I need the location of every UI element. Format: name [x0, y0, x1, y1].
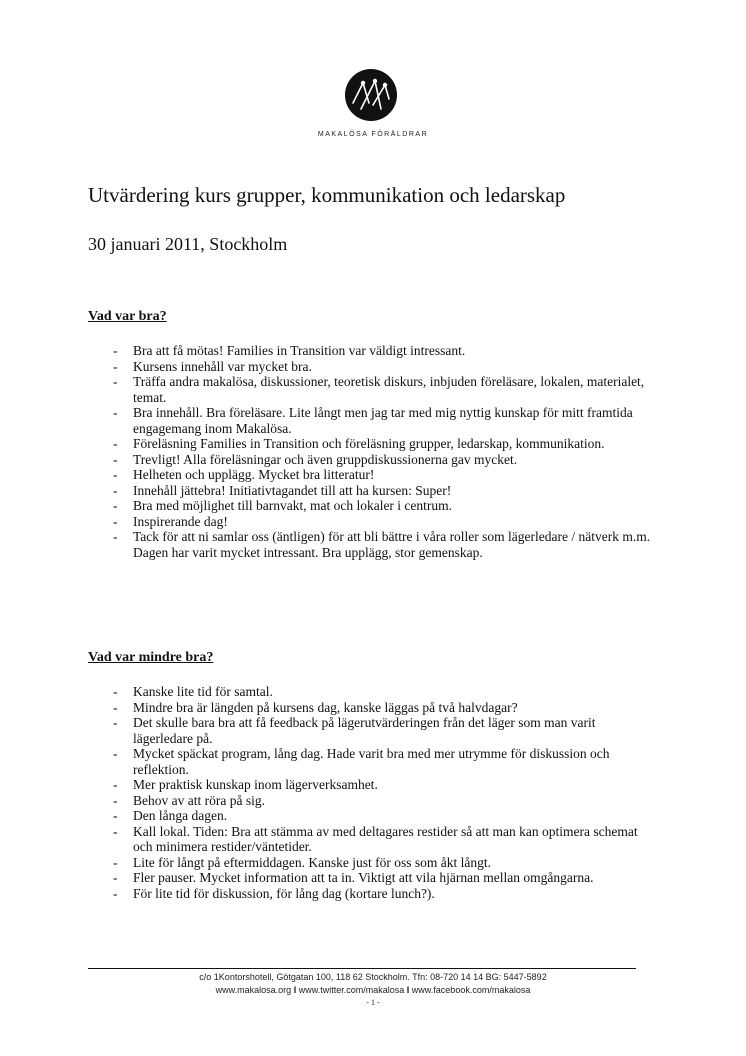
document-subtitle: 30 januari 2011, Stockholm: [88, 234, 288, 254]
footer-link-twitter[interactable]: www.twitter.com/makalosa: [298, 985, 405, 995]
list-item: - Det skulle bara bra att få feedback på lägerutvärderingen från det läger som man varit lägerledare på.: [113, 715, 653, 746]
list-item: - För lite tid för diskussion, för lång dag (kortare lunch?).: [113, 886, 653, 902]
footer-separator: I: [293, 985, 297, 995]
logo-text: MAKALÖSA FÖRÄLDRAR: [317, 131, 429, 138]
makalosa-logo-icon: [345, 69, 397, 121]
footer-links: [0, 984, 746, 996]
section-heading-good: Vad var bra?: [88, 309, 167, 324]
list-item: - Mindre bra är längden på kursens dag, kanske läggas på två halvdagar?: [113, 700, 653, 716]
list-item: - Bra innehåll. Bra föreläsare. Lite långt men jag tar med mig nyttig kunskap för mitt framtida engagemang inom Makalösa.: [113, 405, 653, 436]
footer-address: c/o 1Kontorshotell, Götgatan 100, 118 62 Stockholm. Tfn: 08-720 14 14 BG: 5447-5892: [199, 972, 547, 982]
list-item: - Trevligt! Alla föreläsningar och även gruppdiskussionerna gav mycket.: [113, 452, 653, 468]
less-good-feedback-list: [113, 684, 653, 901]
document-title: Utvärdering kurs grupper, kommunikation och ledarskap: [88, 183, 566, 207]
page-number: - 1 -: [366, 998, 380, 1007]
list-item: - Behov av att röra på sig.: [113, 793, 653, 809]
list-item: - Mer praktisk kunskap inom lägerverksamhet.: [113, 777, 653, 793]
list-item: - Kanske lite tid för samtal.: [113, 684, 653, 700]
footer-link-facebook[interactable]: www.facebook.com/makalosa: [411, 985, 531, 995]
list-item: - Bra att få mötas! Families in Transition var väldigt intressant.: [113, 343, 653, 359]
list-item: - Inspirerande dag!: [113, 514, 653, 530]
list-item: - Kursens innehåll var mycket bra.: [113, 359, 653, 375]
list-item: - Föreläsning Families in Transition och föreläsning grupper, ledarskap, kommunikation.: [113, 436, 653, 452]
list-item: - Helheten och upplägg. Mycket bra litteratur!: [113, 467, 653, 483]
footer-divider: [88, 968, 636, 969]
list-item: - Den långa dagen.: [113, 808, 653, 824]
footer-link-website[interactable]: www.makalosa.org: [215, 985, 292, 995]
list-item: - Innehåll jättebra! Initiativtagandet till att ha kursen: Super!: [113, 483, 653, 499]
list-item: - Lite för långt på eftermiddagen. Kanske just för oss som åkt långt.: [113, 855, 653, 871]
list-item: - Bra med möjlighet till barnvakt, mat och lokaler i centrum.: [113, 498, 653, 514]
list-item: - Tack för att ni samlar oss (äntligen) för att bli bättre i våra roller som lägerledare / nätverk m.m. Dagen har varit mycket intressant. Bra upplägg, stor gemenskap.: [113, 529, 653, 560]
section-heading-less-good: Vad var mindre bra?: [88, 650, 214, 665]
list-item: - Fler pauser. Mycket information att ta in. Viktigt att vila hjärnan mellan omgångarna.: [113, 870, 653, 886]
list-item: - Mycket späckat program, lång dag. Hade varit bra med mer utrymme för diskussion och reflektion.: [113, 746, 653, 777]
list-item: - Träffa andra makalösa, diskussioner, teoretisk diskurs, inbjuden föreläsare, lokalen, materialet, temat.: [113, 374, 653, 405]
list-item: - Kall lokal. Tiden: Bra att stämma av med deltagares restider så att man kan optimera schemat och minimera restider/väntetider.: [113, 824, 653, 855]
good-feedback-list: [113, 343, 653, 560]
footer-separator: I: [406, 985, 410, 995]
